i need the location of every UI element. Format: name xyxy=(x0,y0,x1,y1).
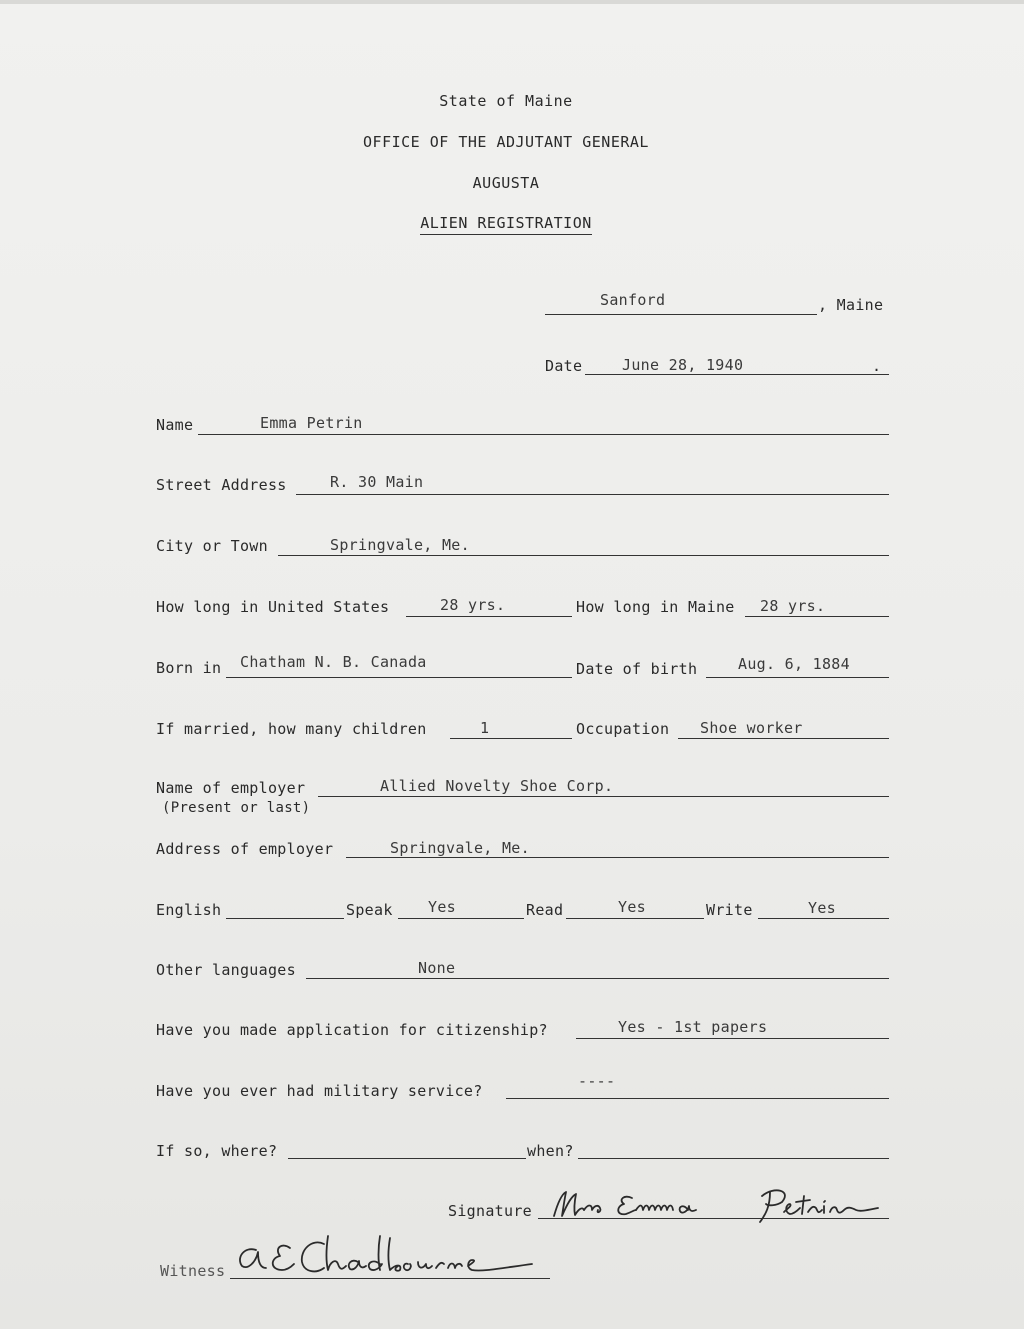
write-line xyxy=(758,918,889,919)
born-line xyxy=(226,677,572,678)
speak-value: Yes xyxy=(428,898,456,916)
us-years-line xyxy=(406,616,572,617)
header-form-title xyxy=(0,214,1012,232)
english-label: English xyxy=(156,901,222,919)
witness-drawing xyxy=(232,1228,552,1288)
occupation-label: Occupation xyxy=(576,720,670,738)
employer-address-value: Springvale, Me. xyxy=(390,839,530,857)
date-value: June 28, 1940 xyxy=(622,356,744,374)
me-years-line xyxy=(745,616,889,617)
citizenship-value: Yes - 1st papers xyxy=(618,1018,768,1036)
scan-edge xyxy=(0,0,1024,4)
header-city: AUGUSTA xyxy=(472,174,540,192)
children-value: 1 xyxy=(480,719,490,737)
other-languages-value: None xyxy=(418,959,456,977)
born-label: Born in xyxy=(156,659,222,677)
english-line xyxy=(226,918,344,919)
write-value: Yes xyxy=(808,899,836,917)
signature-label: Signature xyxy=(448,1202,532,1220)
witness-label: Witness xyxy=(160,1262,226,1280)
name-value: Emma Petrin xyxy=(260,414,363,432)
military-value: ---- xyxy=(578,1072,616,1090)
me-years-label: How long in Maine xyxy=(576,598,735,616)
name-label: Name xyxy=(156,416,194,434)
military-label: Have you ever had military service? xyxy=(156,1082,483,1100)
employer-address-label: Address of employer xyxy=(156,840,334,858)
signature-handwriting xyxy=(548,1180,888,1225)
children-line xyxy=(450,738,572,739)
city-line xyxy=(278,555,889,556)
write-label: Write xyxy=(706,901,753,919)
form-title-text: ALIEN REGISTRATION xyxy=(420,214,592,235)
occupation-value: Shoe worker xyxy=(700,719,803,737)
us-years-value: 28 yrs. xyxy=(440,596,506,614)
me-years-value: 28 yrs. xyxy=(760,597,826,615)
children-label: If married, how many children xyxy=(156,720,427,738)
citizenship-label: Have you made application for citizenship? xyxy=(156,1021,548,1039)
occupation-line xyxy=(678,738,889,739)
read-label: Read xyxy=(526,901,564,919)
read-line xyxy=(566,918,704,919)
military-line xyxy=(506,1098,889,1099)
dob-label: Date of birth xyxy=(576,660,698,678)
street-value: R. 30 Main xyxy=(330,473,424,491)
speak-line xyxy=(398,918,524,919)
other-languages-line xyxy=(306,978,889,979)
date-line xyxy=(585,374,889,375)
us-years-label: How long in United States xyxy=(156,598,390,616)
name-line xyxy=(198,434,889,435)
date-end: . xyxy=(872,357,882,375)
employer-address-line xyxy=(346,857,889,858)
street-line xyxy=(296,494,889,495)
when-label: when? xyxy=(527,1142,574,1160)
where-line xyxy=(288,1158,526,1159)
citizenship-line xyxy=(576,1038,889,1039)
read-value: Yes xyxy=(618,898,646,916)
employer-line xyxy=(318,796,889,797)
witness-handwriting xyxy=(232,1228,552,1288)
signature-drawing xyxy=(548,1180,888,1225)
born-value: Chatham N. B. Canada xyxy=(240,653,427,671)
city-label: City or Town xyxy=(156,537,268,555)
employer-label: Name of employer xyxy=(156,779,306,797)
employer-sublabel: (Present or last) xyxy=(162,800,311,816)
street-label: Street Address xyxy=(156,476,287,494)
employer-value: Allied Novelty Shoe Corp. xyxy=(380,777,614,795)
where-label: If so, where? xyxy=(156,1142,278,1160)
date-label: Date xyxy=(545,357,583,375)
dob-line xyxy=(706,677,889,678)
speak-label: Speak xyxy=(346,901,393,919)
dob-value: Aug. 6, 1884 xyxy=(738,655,850,673)
header-office: OFFICE OF THE ADJUTANT GENERAL xyxy=(363,133,649,151)
other-languages-label: Other languages xyxy=(156,961,296,979)
when-line xyxy=(578,1158,889,1159)
place-line xyxy=(545,314,817,315)
city-value: Springvale, Me. xyxy=(330,536,470,554)
place-value: Sanford xyxy=(600,291,666,309)
header-state: State of Maine xyxy=(439,92,573,110)
place-suffix: , Maine xyxy=(818,296,884,314)
